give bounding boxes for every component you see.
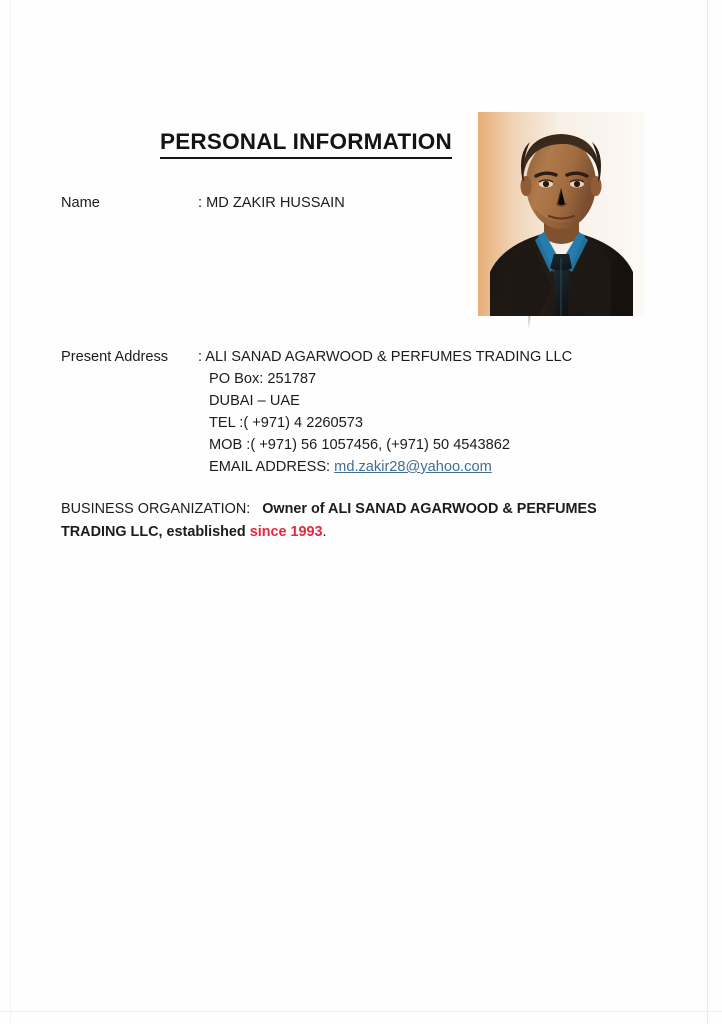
address-line-city-country: DUBAI – UAE xyxy=(209,393,300,409)
page-title: PERSONAL INFORMATION xyxy=(160,130,452,159)
name-value: : MD ZAKIR HUSSAIN xyxy=(198,195,345,211)
scan-edge-bottom xyxy=(0,1011,722,1012)
scan-edge-right xyxy=(707,0,708,1024)
email-address-label: EMAIL ADDRESS: xyxy=(209,459,335,475)
business-organization-block xyxy=(61,498,601,544)
name-value-block xyxy=(198,192,345,214)
address-line-po-box: PO Box: 251787 xyxy=(209,371,317,387)
scan-edge-left xyxy=(10,0,11,1024)
address-line-telephone: TEL :( +971) 4 2260573 xyxy=(209,415,364,431)
name-label: Name xyxy=(61,195,100,211)
field-row-name xyxy=(61,192,345,214)
field-row-present-address xyxy=(61,346,572,478)
passport-photo-image xyxy=(478,112,645,316)
pen-mark xyxy=(528,316,531,330)
address-line-email xyxy=(198,456,572,478)
business-organization-period: . xyxy=(322,524,327,540)
present-address-value-block xyxy=(198,346,572,478)
email-address-link[interactable]: md.zakir28@yahoo.com xyxy=(334,459,492,475)
business-organization-description: Owner of ALI SANAD AGARWOOD & PERFUMES TRADING LLC, established xyxy=(61,501,597,540)
present-address-label: Present Address xyxy=(61,349,169,365)
address-line-mobile: MOB :( +971) 56 1057456, (+971) 50 4543862 xyxy=(209,437,511,453)
business-organization-since: since 1993 xyxy=(249,524,323,540)
address-line-company: : ALI SANAD AGARWOOD & PERFUMES TRADING LLC xyxy=(198,349,573,365)
passport-photo xyxy=(478,112,645,316)
business-organization-label: BUSINESS ORGANIZATION: xyxy=(61,501,263,517)
